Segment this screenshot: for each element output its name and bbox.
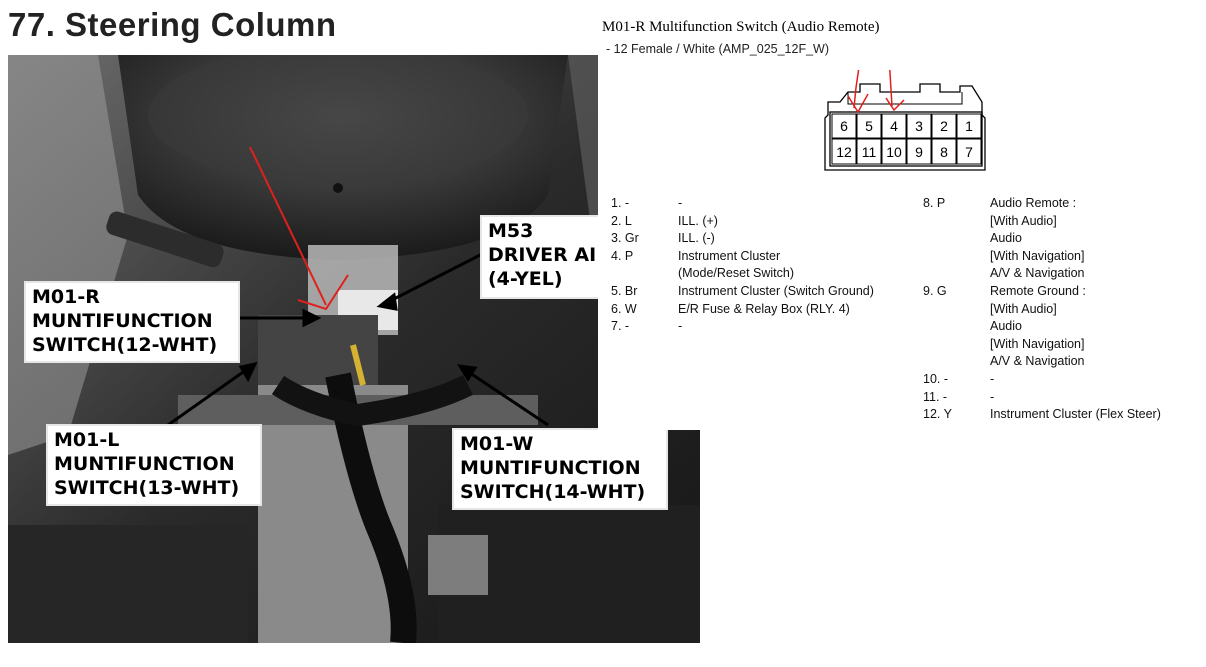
pin-number: 3. Gr [611,231,639,246]
pin-number: 2. L [611,213,632,228]
m01w-callout: M01-W MUNTIFUNCTION SWITCH(14-WHT) [452,428,668,510]
pin-number: 11. - [923,389,948,404]
pin-description: Instrument Cluster [678,248,781,263]
pin-2: 2 [940,118,948,134]
connector-title: M01-R Multifunction Switch (Audio Remote) [602,19,880,35]
pin-description: - [990,372,995,386]
m01r-callout: M01-R MUNTIFUNCTION SWITCH(12-WHT) [24,281,240,363]
pin-description: Audio Remote : [990,196,1077,210]
pin-description: [With Navigation] [990,336,1085,351]
pin-9: 9 [915,144,923,160]
pin-7: 7 [965,144,973,160]
pin-10: 10 [886,144,902,160]
pin-11: 11 [861,144,877,160]
pin-description: - [678,319,683,334]
pin-4: 4 [890,118,898,134]
pin-description: Instrument Cluster (Switch Ground) [678,284,874,298]
pin-description: E/R Fuse & Relay Box (RLY. 4) [678,301,850,316]
pin-description: (Mode/Reset Switch) [678,266,795,281]
pin-6: 6 [840,118,848,134]
pin-number: 7. - [611,319,630,334]
pin-description: A/V & Navigation [990,354,1085,369]
pin-number: 4. P [611,248,634,263]
m53-callout: M53 DRIVER AI (4-YEL) [480,215,614,299]
pin-description: Audio [990,231,1022,246]
pin-12: 12 [836,144,852,160]
connector-subtitle: - 12 Female / White (AMP_025_12F_W) [606,42,829,56]
pin-description: [With Audio] [990,301,1057,316]
pin-description: Audio [990,319,1022,334]
m01l-callout: M01-L MUNTIFUNCTION SWITCH(13-WHT) [46,424,262,506]
pin-description: ILL. (+) [678,213,718,228]
pin-number: 10. - [923,372,949,386]
pin-description: A/V & Navigation [990,266,1085,281]
pin-description: Instrument Cluster (Flex Steer) [990,407,1161,422]
pin-description: - [678,196,683,210]
pin-number: 6. W [611,301,637,316]
pin-number: 9. G [923,284,947,298]
pin-description: - [990,389,995,404]
pin-1: 1 [965,118,973,134]
red-markers [848,70,904,112]
pin-description: ILL. (-) [678,231,715,246]
pin-number: 12. Y [923,407,952,422]
pin-number: 1. - [611,196,630,210]
pin-number: 8. P [923,196,946,210]
pin-8: 8 [940,144,948,160]
pin-number: 5. Br [611,284,638,298]
pin-description: Remote Ground : [990,284,1086,298]
pin-3: 3 [915,118,923,134]
page-title: 77. Steering Column [8,6,337,43]
pin-description: [With Audio] [990,213,1057,228]
connector-pin-diagram [820,70,990,175]
pin-description: [With Navigation] [990,248,1085,263]
pin-5: 5 [865,118,873,134]
